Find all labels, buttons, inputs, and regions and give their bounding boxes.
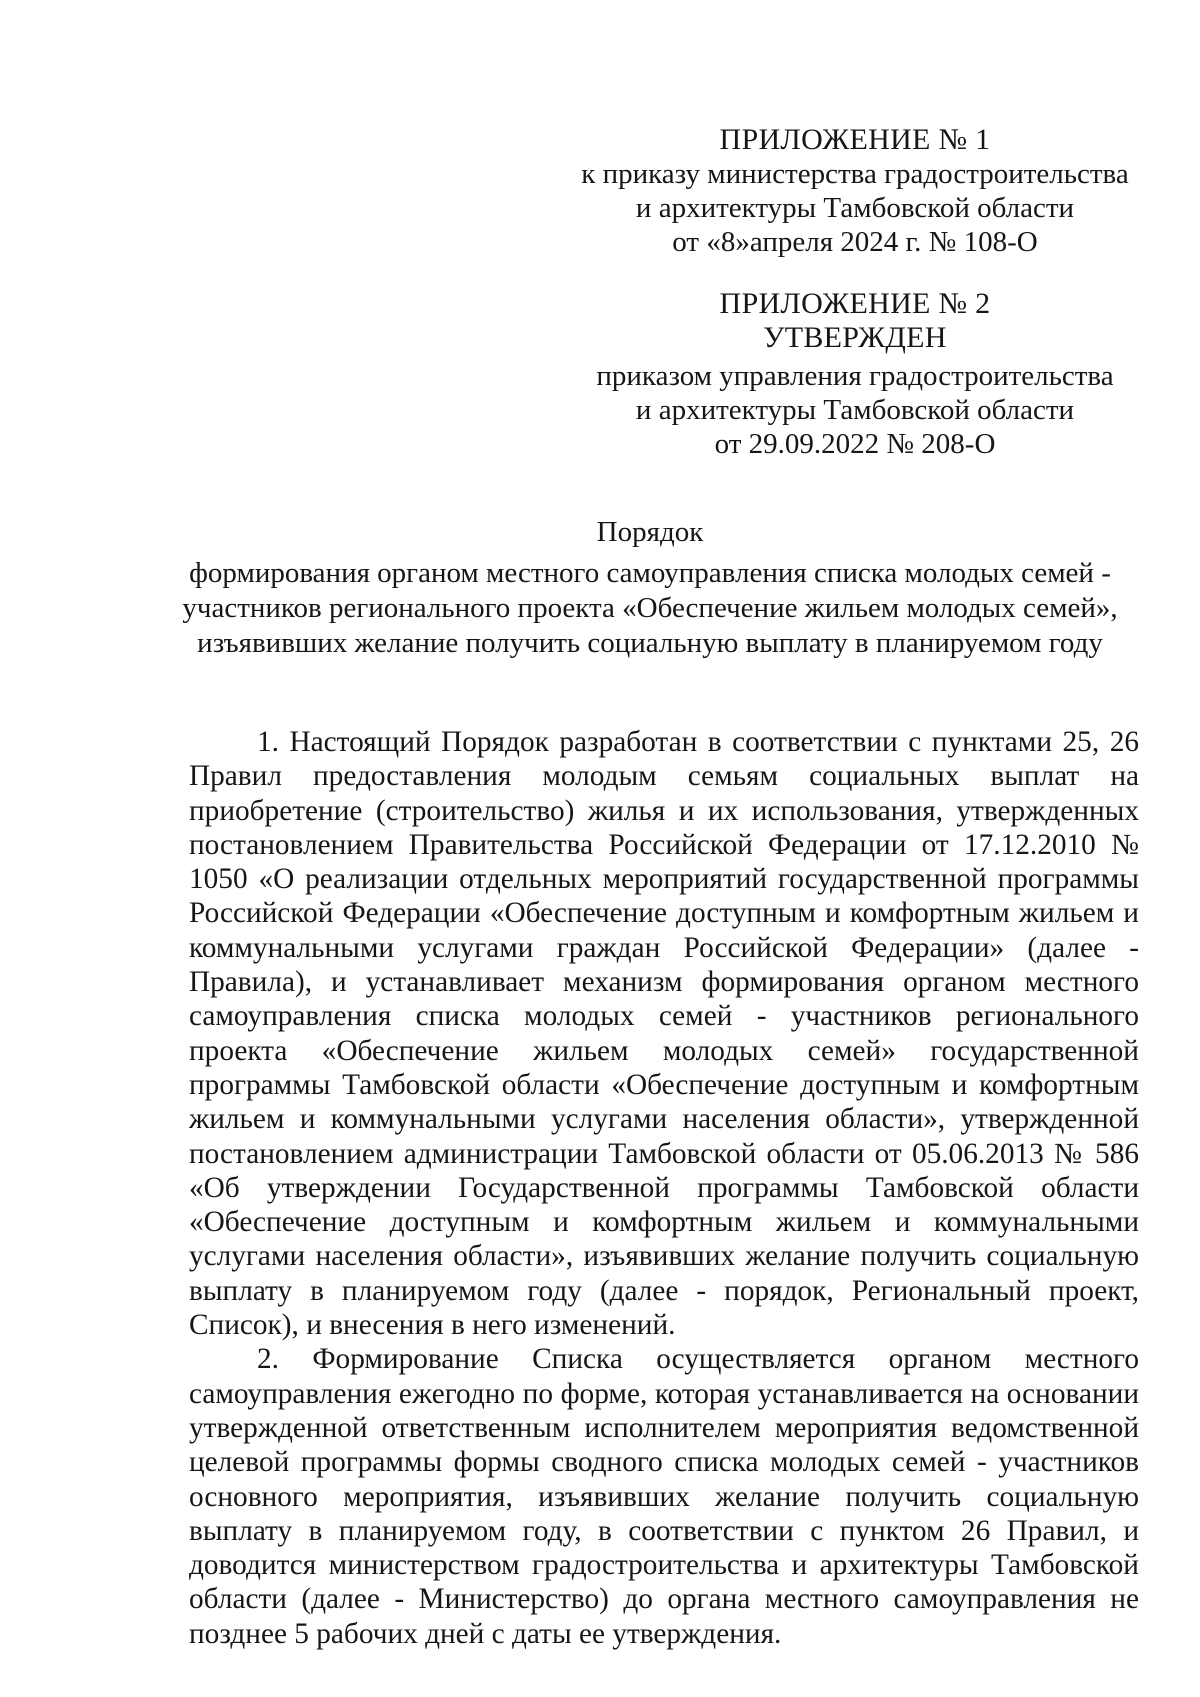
paragraph-1 [189,725,1139,1342]
order-number-handwritten: 108-О [963,226,1038,258]
appendix2-title: ПРИЛОЖЕНИЕ № 2 [719,287,991,320]
document-title [160,515,1140,661]
paragraph-2 [189,1342,1139,1651]
date-month-handwritten: апреля [749,226,834,258]
paragraph-2-text: 2. Формирование Списка осуществляется органом местного самоуправления ежегодно по форме, которая устанавливается на основании утвержденной ответственным исполнителем мероприятия ведомственной целевой программы формы сводного списка молодых семей - участников основного мероприятия, изъявивших желание получить социальную выплату в планируемом году, в соответствии с пунктом 26 Правил, и доводится министерством градостроительства и архитектуры Тамбовской области (далее - Министерство) до органа местного самоуправления не позднее 5 рабочих дней с даты ее утверждения. [189,1343,1139,1650]
date-mid: » [735,226,750,258]
paragraph-1-text: 1. Настоящий Порядок разработан в соответствии с пунктами 25, 26 Правил предоставления молодым семьям социальных выплат на приобретение (строительство) жилья и их использования, утвержденных постановлением Правительства Российской Федерации от 17.12.2010 № 1050 «О реализации отдельных мероприятий государственной программы Российской Федерации «Обеспечение доступным и комфортным жильем и коммунальными услугами граждан Российской Федерации» (далее - Правила), и устанавливает механизм формирования органом местного самоуправления списка молодых семей - участников регионального проекта «Обеспечение жильем молодых семей» государственной программы Тамбовской области «Обеспечение доступным и комфортным жильем и коммунальными услугами населения области», утвержденной постановлением администрации Тамбовской области от 05.06.2013 № 586 «Об утверждении Государственной программы Тамбовской области «Обеспечение доступным и комфортным жильем и коммунальными услугами населения области», изъявивших желание получить социальную выплату в планируемом году (далее - порядок, Региональный проект, Список), и внесения в него изменений. [189,726,1139,1342]
title-line2: формирования органом местного самоуправления списка молодых семей - [189,557,1111,589]
date-day-handwritten: 8 [720,226,736,258]
title-line1: Порядок [596,516,704,548]
title-line3: участников регионального проекта «Обеспечение жильем молодых семей», [182,592,1118,624]
date-prefix: от « [672,226,721,258]
date-year: 2024 г. № [840,226,957,258]
title-line4: изъявивших желание получить социальную выплату в планируемом году [197,627,1103,659]
document-body [189,725,1139,1651]
appendix2-line3: от 29.09.2022 № 208-О [714,428,996,460]
appendix2-block [560,287,1150,461]
appendix2-line2: и архитектуры Тамбовской области [635,394,1075,426]
appendix1-line2: и архитектуры Тамбовской области [635,192,1075,224]
appendix2-line1: приказом управления градостроительства [596,360,1114,392]
appendix1-line1: к приказу министерства градостроительства [581,158,1129,190]
appendix1-title: ПРИЛОЖЕНИЕ № 1 [719,123,991,156]
approved-label: УТВЕРЖДЕН [763,321,947,354]
appendix1-block [560,123,1150,259]
appendix1-date-line [560,225,1150,259]
